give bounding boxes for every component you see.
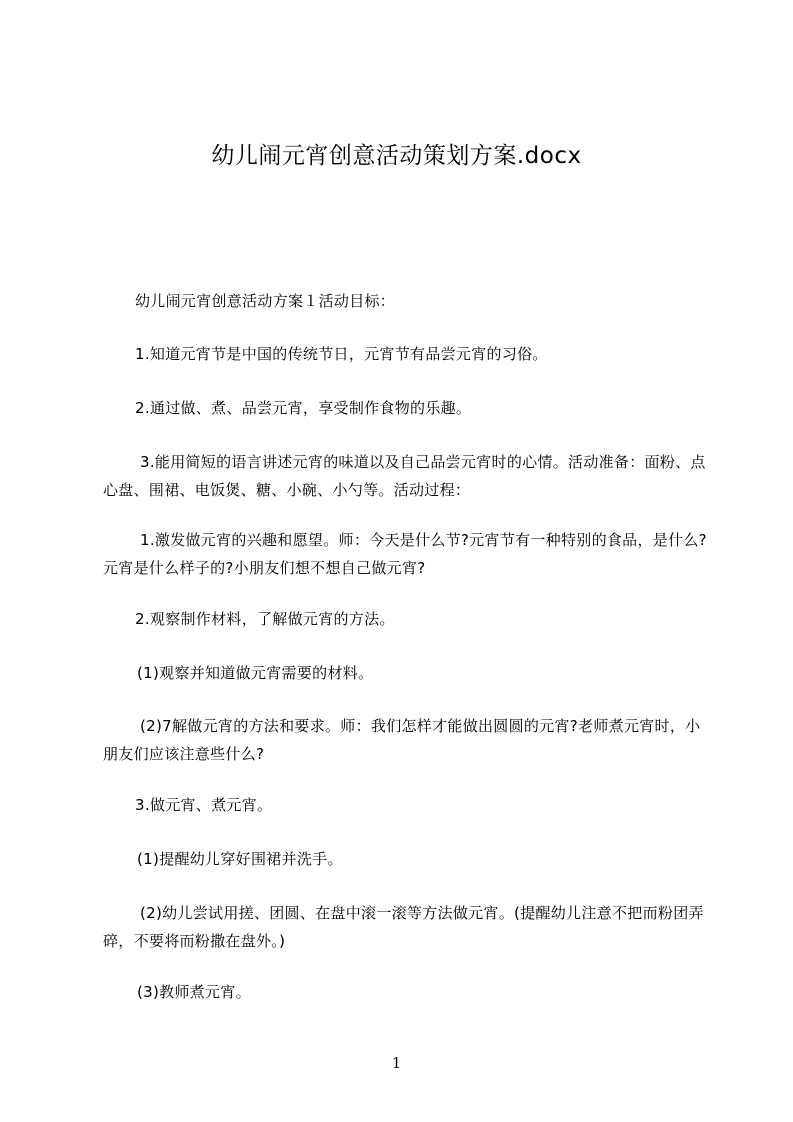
paragraph: (1)观察并知道做元宵需要的材料。 <box>137 664 374 682</box>
paragraph: (2)幼儿尝试用搓、团圆、在盘中滚一滚等方法做元宵。(提醒幼儿注意不把而粉团弄碎，不要将而粉撒在盘外。) <box>103 904 704 950</box>
paragraph: 幼儿闹元宵创意活动方案１活动目标： <box>135 292 396 310</box>
paragraph: 2.观察制作材料，了解做元宵的方法。 <box>135 610 395 628</box>
document-title: 幼儿闹元宵创意活动策划方案.docx <box>211 143 582 169</box>
page-number: 1 <box>391 1054 402 1072</box>
paragraph: (2)7解做元宵的方法和要求。师：我们怎样才能做出圆圆的元宵?老师煮元宵时，小朋友们应该注意些什么? <box>103 717 701 763</box>
paragraph: 1.激发做元宵的兴趣和愿望。师：今天是什么节?元宵节有一种特别的食品，是什么?元宵是什么样子的?小朋友们想不想自己做元宵? <box>103 531 707 577</box>
paragraph: (3)教师煮元宵。 <box>137 983 251 1001</box>
paragraph: 1.知道元宵节是中国的传统节日，元宵节有品尝元宵的习俗。 <box>135 345 548 363</box>
paragraph: 2.通过做、煮、品尝元宵，享受制作食物的乐趣。 <box>135 399 472 417</box>
paragraph: (1)提醒幼儿穿好围裙并洗手。 <box>137 850 343 868</box>
paragraph: 3.做元宵、煮元宵。 <box>135 796 273 814</box>
paragraph: 3.能用简短的语言讲述元宵的味道以及自己品尝元宵时的心情。活动准备：面粉、点心盘、围裙、电饭煲、糖、小碗、小勺等。活动过程： <box>103 453 706 499</box>
